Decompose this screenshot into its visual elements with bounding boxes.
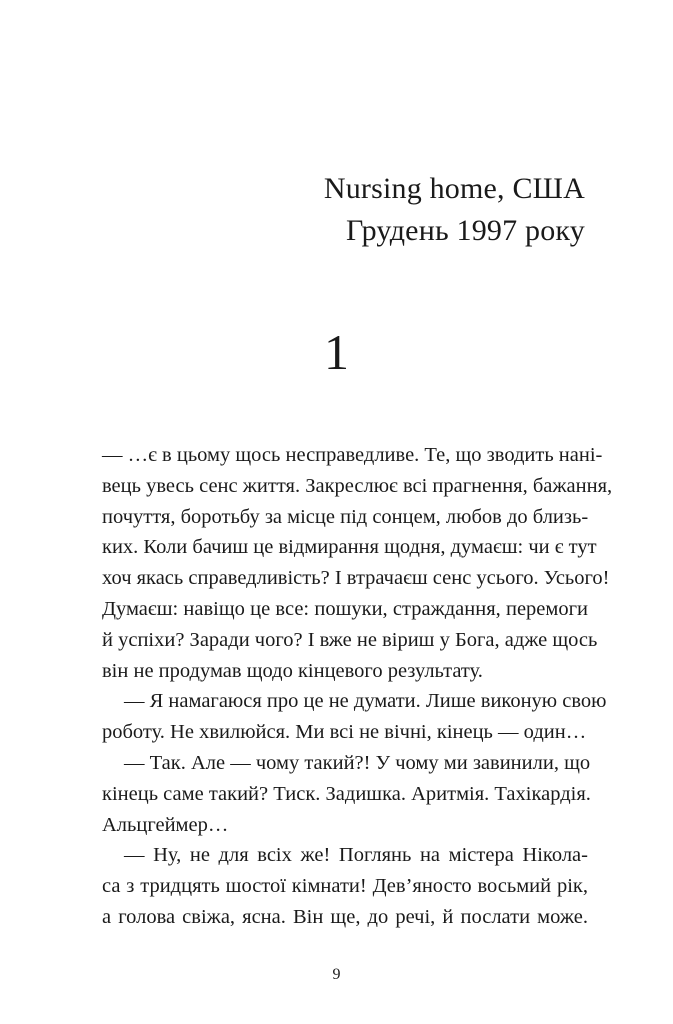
body-line: ких. Коли бачиш це відмирання щодня, думаєш: чи є тут (102, 536, 597, 559)
body-line: хоч якась справедливість? І втрачаєш сенс усього. Усього! (102, 567, 610, 590)
body-line: — Я намагаюся про це не думати. Лише виконую свою (124, 690, 607, 713)
body-line: — Ну, не для всіх же! Поглянь на містера Нікола- (124, 844, 588, 867)
body-line: — …є в цьому щось несправедливе. Те, що зводить нані- (102, 444, 603, 466)
body-line: Альцгеймер… (102, 813, 229, 836)
body-line: а голова свіжа, ясна. Він ще, до речі, й послати може. (102, 905, 588, 928)
heading-location: Nursing home, США (323, 172, 585, 205)
body-line: він не продумав щодо кінцевого результату. (102, 659, 483, 682)
body-line: роботу. Не хвилюйся. Ми всі не вічні, кінець — один… (102, 721, 587, 744)
heading-date: Грудень 1997 року (345, 214, 585, 247)
body-line: Думаєш: навіщо це все: пошуки, страждання, перемоги (102, 597, 588, 620)
body-line: й успіхи? Заради чого? І вже не віриш у Бога, адже щось (102, 628, 598, 651)
body-text (102, 440, 613, 933)
body-line: — Так. Але — чому такий?! У чому ми завинили, що (124, 751, 591, 774)
body-line: почуття, боротьбу за місце під сонцем, любов до близь- (102, 505, 589, 528)
page-number: 9 (332, 966, 341, 983)
section-heading (324, 168, 585, 252)
chapter-number: 1 (324, 324, 349, 380)
body-line: вець увесь сенс життя. Закреслює всі прагнення, бажання, (102, 474, 613, 497)
body-line: кінець саме такий? Тиск. Задишка. Аритмія. Тахікардія. (102, 782, 591, 805)
body-line: са з тридцять шостої кімнати! Дев’яносто восьмий рік, (102, 875, 588, 898)
